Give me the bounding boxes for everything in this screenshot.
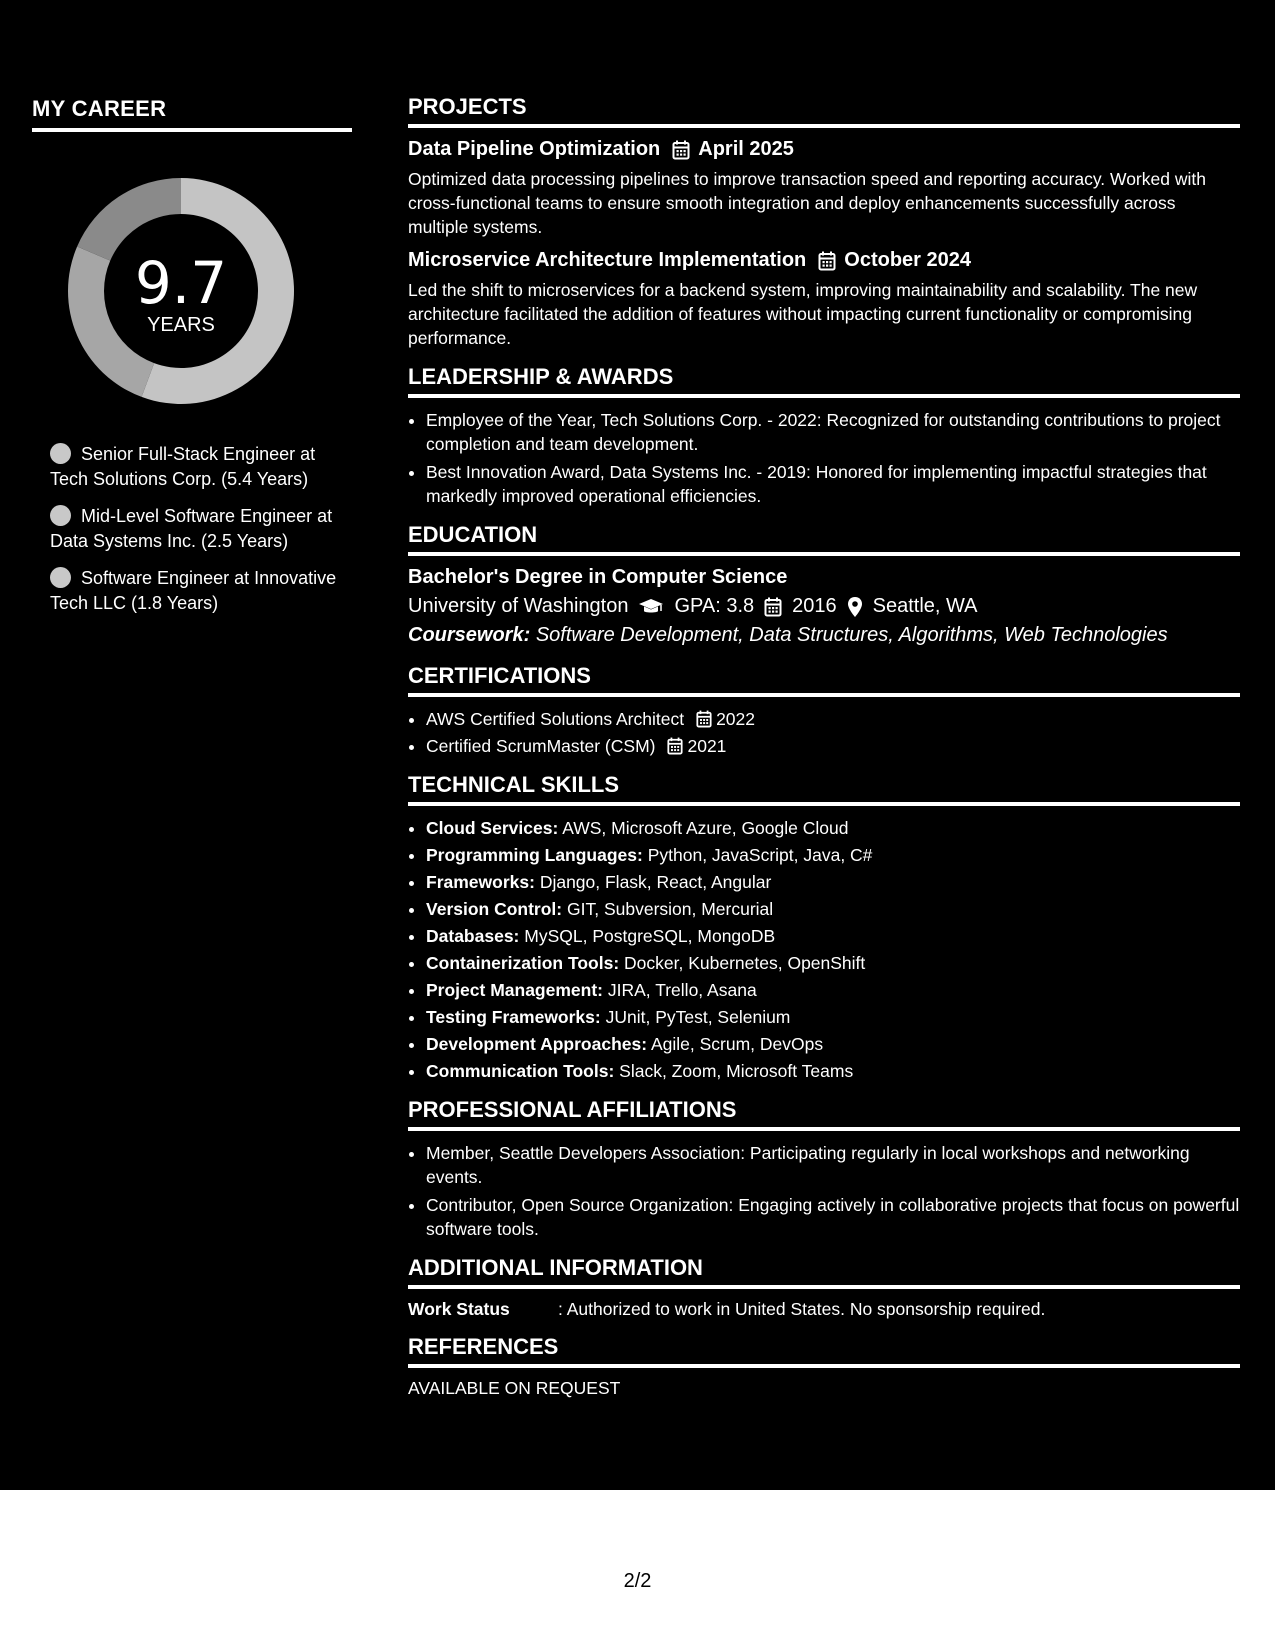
education-details bbox=[408, 595, 1240, 618]
certifications-section bbox=[408, 663, 1240, 758]
skill-item bbox=[426, 1005, 1240, 1029]
education-section bbox=[408, 522, 1240, 647]
total-years-value: 9.7 bbox=[134, 249, 228, 317]
career-item bbox=[50, 442, 352, 492]
additional-title: ADDITIONAL INFORMATION bbox=[408, 1255, 1240, 1289]
work-status-value: : Authorized to work in United States. No sponsorship required. bbox=[558, 1299, 1046, 1319]
list-item bbox=[426, 707, 1240, 731]
donut-center bbox=[66, 176, 296, 406]
coursework-label: Coursework: bbox=[408, 624, 531, 646]
project-name: Microservice Architecture Implementation bbox=[408, 249, 807, 271]
skill-value: Python, JavaScript, Java, C# bbox=[647, 845, 873, 865]
page-number: 2/2 bbox=[623, 1570, 652, 1592]
education-coursework bbox=[408, 624, 1240, 647]
career-item-text: Software Engineer at Innovative Tech LLC (1.8 Years) bbox=[50, 568, 337, 613]
list-item bbox=[426, 734, 1240, 758]
skill-value: Django, Flask, React, Angular bbox=[539, 872, 772, 892]
skill-item bbox=[426, 870, 1240, 894]
affiliations-section bbox=[408, 1097, 1240, 1241]
additional-section bbox=[408, 1255, 1240, 1320]
skills-section bbox=[408, 772, 1240, 1083]
cert-year: 2021 bbox=[687, 736, 727, 756]
skill-value: AWS, Microsoft Azure, Google Cloud bbox=[562, 818, 849, 838]
education-title: EDUCATION bbox=[408, 522, 1240, 556]
career-title: MY CAREER bbox=[32, 96, 352, 132]
list-item: • Best Innovation Award, Data Systems Inc. - 2019: Honored for implementing impactful strategies that markedly improved operational efficiencies. bbox=[426, 460, 1240, 508]
skill-value: MySQL, PostgreSQL, MongoDB bbox=[524, 926, 776, 946]
education-school: University of Washington bbox=[408, 595, 629, 617]
skill-item bbox=[426, 897, 1240, 921]
education-year: 2016 bbox=[792, 595, 837, 617]
skill-item bbox=[426, 1059, 1240, 1083]
career-sidebar bbox=[32, 96, 352, 628]
work-status-row bbox=[408, 1299, 1240, 1320]
skill-item bbox=[426, 816, 1240, 840]
skill-label: Communication Tools: bbox=[426, 1061, 615, 1081]
skill-item bbox=[426, 924, 1240, 948]
cert-name: • AWS Certified Solutions Architect bbox=[426, 709, 685, 729]
education-location: Seattle, WA bbox=[872, 595, 978, 617]
career-item-text: Mid-Level Software Engineer at Data Systems Inc. (2.5 Years) bbox=[50, 506, 333, 551]
skill-value: Agile, Scrum, DevOps bbox=[650, 1034, 824, 1054]
projects-section bbox=[408, 94, 1240, 350]
list-item: • Contributor, Open Source Organization: Engaging actively in collaborative projects that focus on powerful software tools. bbox=[426, 1193, 1240, 1241]
skill-item bbox=[426, 951, 1240, 975]
list-item: • Employee of the Year, Tech Solutions Corp. - 2022: Recognized for outstanding contributions to project completion and team development. bbox=[426, 408, 1240, 456]
graduation-cap-icon bbox=[638, 597, 664, 617]
education-degree: Bachelor's Degree in Computer Science bbox=[408, 566, 788, 588]
affiliations-list bbox=[408, 1141, 1240, 1241]
bullet-dot-icon bbox=[50, 505, 71, 526]
resume-main bbox=[408, 94, 1240, 1413]
affiliations-title: PROFESSIONAL AFFILIATIONS bbox=[408, 1097, 1240, 1131]
skill-label: Version Control: bbox=[426, 899, 563, 919]
project-header bbox=[408, 249, 1240, 272]
skill-item bbox=[426, 978, 1240, 1002]
skill-label: Project Management: bbox=[426, 980, 603, 1000]
calendar-icon bbox=[667, 737, 683, 755]
leadership-list bbox=[408, 408, 1240, 508]
skill-label: Cloud Services: bbox=[426, 818, 559, 838]
cert-year: 2022 bbox=[716, 709, 756, 729]
skill-label: Containerization Tools: bbox=[426, 953, 620, 973]
map-pin-icon bbox=[847, 596, 863, 618]
skill-value: GIT, Subversion, Mercurial bbox=[567, 899, 774, 919]
project-description: Optimized data processing pipelines to improve transaction speed and reporting accuracy. Worked with cross-functional teams to ensure smooth integration and deploy enhancements successfully across multiple systems. bbox=[408, 169, 1206, 237]
skills-title: TECHNICAL SKILLS bbox=[408, 772, 1240, 806]
calendar-icon bbox=[672, 140, 690, 160]
skill-label: Development Approaches: bbox=[426, 1034, 648, 1054]
project-date: October 2024 bbox=[844, 249, 972, 271]
skill-label: Testing Frameworks: bbox=[426, 1007, 601, 1027]
leadership-title: LEADERSHIP & AWARDS bbox=[408, 364, 1240, 398]
career-donut-chart bbox=[66, 176, 296, 406]
certifications-list bbox=[408, 707, 1240, 758]
skill-label: Frameworks: bbox=[426, 872, 535, 892]
cert-name: • Certified ScrumMaster (CSM) bbox=[426, 736, 656, 756]
references-title: REFERENCES bbox=[408, 1334, 1240, 1368]
list-item: • Member, Seattle Developers Association: Participating regularly in local workshops and networking events. bbox=[426, 1141, 1240, 1189]
skill-label: Databases: bbox=[426, 926, 520, 946]
skills-list bbox=[408, 816, 1240, 1083]
career-list bbox=[32, 442, 352, 616]
bullet-dot-icon bbox=[50, 567, 71, 588]
skill-value: Slack, Zoom, Microsoft Teams bbox=[619, 1061, 854, 1081]
skill-value: Docker, Kubernetes, OpenShift bbox=[624, 953, 866, 973]
skill-item bbox=[426, 843, 1240, 867]
career-item bbox=[50, 566, 352, 616]
calendar-icon bbox=[696, 710, 712, 728]
career-item bbox=[50, 504, 352, 554]
project-name: Data Pipeline Optimization bbox=[408, 138, 661, 160]
references-section bbox=[408, 1334, 1240, 1399]
coursework-list: Software Development, Data Structures, Algorithms, Web Technologies bbox=[535, 624, 1168, 646]
skill-item bbox=[426, 1032, 1240, 1056]
project-date: April 2025 bbox=[698, 138, 794, 160]
education-gpa: GPA: 3.8 bbox=[674, 595, 755, 617]
projects-title: PROJECTS bbox=[408, 94, 1240, 128]
total-years-unit: YEARS bbox=[147, 314, 215, 336]
project-description: Led the shift to microservices for a backend system, improving maintainability and scalability. The new architecture facilitated the addition of features without impacting current functionality or compromising performance. bbox=[408, 280, 1198, 348]
career-item-text: Senior Full-Stack Engineer at Tech Solutions Corp. (5.4 Years) bbox=[50, 444, 316, 489]
skill-value: JIRA, Trello, Asana bbox=[607, 980, 757, 1000]
certifications-title: CERTIFICATIONS bbox=[408, 663, 1240, 697]
work-status-label: Work Status bbox=[408, 1299, 510, 1319]
calendar-icon bbox=[764, 597, 782, 617]
calendar-icon bbox=[818, 251, 836, 271]
skill-label: Programming Languages: bbox=[426, 845, 643, 865]
project-header bbox=[408, 138, 1240, 161]
references-text: AVAILABLE ON REQUEST bbox=[408, 1378, 621, 1398]
bullet-dot-icon bbox=[50, 443, 71, 464]
skill-value: JUnit, PyTest, Selenium bbox=[605, 1007, 791, 1027]
leadership-section bbox=[408, 364, 1240, 508]
